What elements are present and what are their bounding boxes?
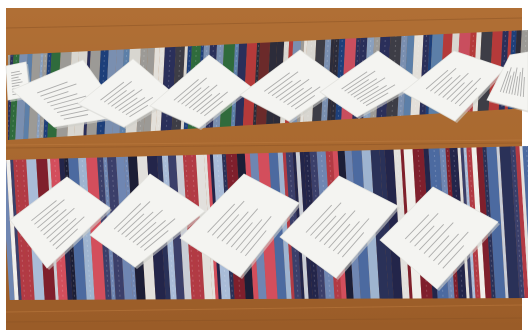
photo-scene bbox=[0, 0, 528, 335]
scene-svg bbox=[0, 0, 528, 335]
